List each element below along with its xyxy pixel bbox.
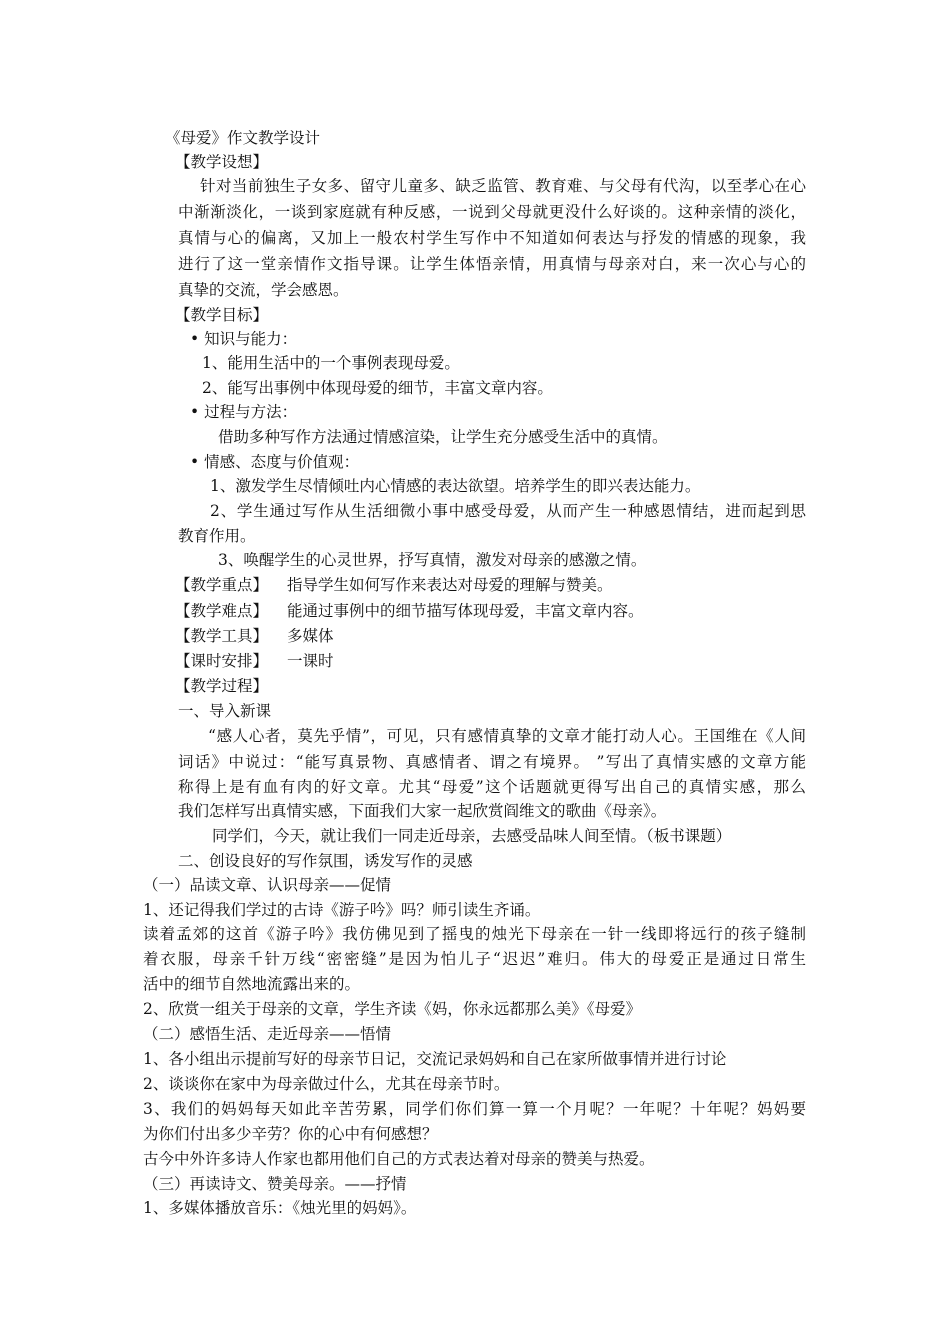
subsection-2b-heading: （二）感悟生活、走近母亲——悟情 [143,1025,392,1043]
section-1-line: “感人心者，莫先乎情”，可见，只有感情真挚的文章才能打动人心。王国维在《人间 [208,727,806,745]
doc-title: 《母爱》作文教学设计 [165,129,321,147]
goal-process-heading: • 过程与方法： [190,403,298,421]
heading-teaching-idea: 【教学设想】 [175,153,269,171]
goal-emotion-item-2: 2、学生通过写作从生活细微小事中感受母爱，从而产生一种感恩情结，进而起到思 [210,502,806,520]
difficulty-text: 能通过事例中的细节描写体现母爱，丰富文章内容。 [287,602,644,620]
idea-line-5: 真挚的交流，学会感恩。 [178,281,349,299]
section-1-line: 词话》中说过：“能写真景物、真感情者、谓之有境界。 ”写出了真情实感的文章方能 [178,753,806,771]
subsection-2a-heading: （一）品读文章、认识母亲——促情 [143,876,392,894]
goal-emotion-item-1: 1、激发学生尽情倾吐内心情感的表达欲望。培养学生的即兴表达能力。 [210,477,701,495]
goal-emotion-item-3: 3、唤醒学生的心灵世界，抒写真情，激发对母亲的感激之情。 [218,551,647,569]
section-1-line: 称得上是有血有肉的好文章。尤其“母爱”这个话题就更得写出自己的真情实感，那么 [178,778,806,796]
heading-tools: 【教学工具】 [175,627,269,645]
subsection-2a-item-2: 2、欣赏一组关于母亲的文章，学生齐读《妈，你永远都那么美》《母爱》 [143,1000,642,1018]
idea-line-3: 真情与心的偏离，又加上一般农村学生写作中不知道如何表达与抒发的情感的现象，我 [178,229,806,247]
idea-line-1: 针对当前独生子女多、留守儿童多、缺乏监管、教育难、与父母有代沟，以至孝心在心 [200,177,806,195]
subsection-2b-item-3-cont: 为你们付出多少辛劳？你的心中有何感想？ [143,1125,438,1143]
subsection-2a-line: 着衣服，母亲千针万线“密密缝”是因为怕儿子“迟迟”难归。伟大的母爱正是通过日常生 [143,950,806,968]
heading-difficulty: 【教学难点】 [175,602,269,620]
heading-schedule: 【课时安排】 [175,652,269,670]
subsection-2c-item-1: 1、多媒体播放音乐：《烛光里的妈妈》。 [143,1199,417,1217]
subsection-2a-line: 读着孟郊的这首《游子吟》我仿佛见到了摇曳的烛光下母亲在一针一线即将远行的孩子缝制 [143,925,806,943]
tools-text: 多媒体 [287,627,334,645]
subsection-2a-item-1: 1、还记得我们学过的古诗《游子吟》吗？师引读生齐诵。 [143,901,541,919]
subsection-2b-item-1: 1、各小组出示提前写好的母亲节日记，交流记录妈妈和自己在家所做事情并进行讨论 [143,1050,727,1068]
section-1-closing: 同学们，今天，就让我们一同走近母亲，去感受品味人间至情。（板书课题） [212,827,732,845]
goal-emotion-heading: • 情感、态度与价值观： [190,453,360,471]
goal-knowledge-item: 2、能写出事例中体现母爱的细节，丰富文章内容。 [202,379,553,397]
goal-process-text: 借助多种写作方法通过情感渲染，让学生充分感受生活中的真情。 [218,428,668,446]
heading-process: 【教学过程】 [175,677,269,695]
subsection-2b-item-2: 2、谈谈你在家中为母亲做过什么，尤其在母亲节时。 [143,1075,510,1093]
heading-key-point: 【教学重点】 [175,576,269,594]
goal-emotion-item-2-cont: 教育作用。 [178,527,256,545]
subsection-2b-item-3: 3、我们的妈妈每天如此辛苦劳累，同学们你们算一算一个月呢？一年呢？十年呢？妈妈要 [143,1100,806,1118]
section-1-line: 我们怎样写出真情实感，下面我们大家一起欣赏阎维文的歌曲《母亲》。 [178,802,667,820]
subsection-2c-heading: （三）再读诗文、赞美母亲。——抒情 [143,1175,407,1193]
schedule-text: 一课时 [287,652,334,670]
section-2-heading: 二、创设良好的写作氛围，诱发写作的灵感 [178,852,473,870]
idea-line-4: 进行了这一堂亲情作文指导课。让学生体悟亲情，用真情与母亲对白，来一次心与心的 [178,255,806,273]
subsection-2b-text: 古今中外许多诗人作家也都用他们自己的方式表达着对母亲的赞美与热爱。 [143,1150,655,1168]
goal-knowledge-heading: • 知识与能力： [190,330,298,348]
section-1-heading: 一、导入新课 [178,702,272,720]
heading-teaching-goals: 【教学目标】 [175,306,269,324]
idea-line-2: 中渐渐淡化，一谈到家庭就有种反感，一说到父母就更没什么好谈的。这种亲情的淡化， [178,203,806,221]
goal-knowledge-item: 1、能用生活中的一个事例表现母爱。 [202,354,460,372]
subsection-2a-line: 活中的细节自然地流露出来的。 [143,975,361,993]
key-point-text: 指导学生如何写作来表达对母爱的理解与赞美。 [287,576,613,594]
